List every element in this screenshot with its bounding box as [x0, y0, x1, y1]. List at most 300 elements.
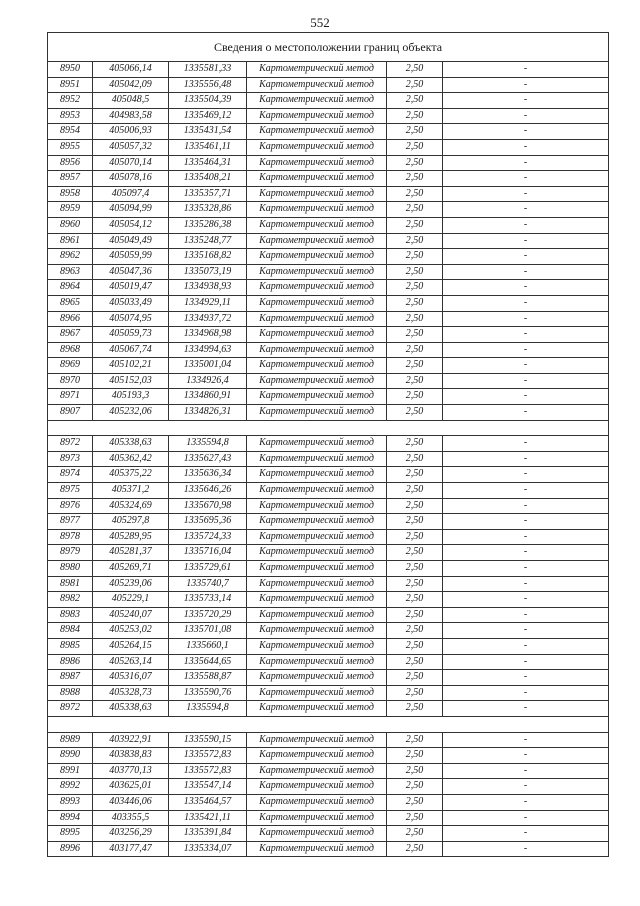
- point-number-cell: 8963: [48, 264, 93, 280]
- table-row: [48, 327, 609, 343]
- description-cell: -: [443, 810, 609, 826]
- accuracy-cell: 2,50: [387, 389, 443, 405]
- x-coordinate-cell: 405078,16: [93, 171, 169, 187]
- x-coordinate-cell: 405263,14: [93, 654, 169, 670]
- accuracy-cell: 2,50: [387, 171, 443, 187]
- y-coordinate-cell: 1334926,4: [169, 373, 247, 389]
- y-coordinate-cell: 1335469,12: [169, 108, 247, 124]
- accuracy-cell: 2,50: [387, 498, 443, 514]
- y-coordinate-cell: 1335590,15: [169, 732, 247, 748]
- x-coordinate-cell: 403625,01: [93, 779, 169, 795]
- table-row: [48, 483, 609, 499]
- y-coordinate-cell: 1334929,11: [169, 295, 247, 311]
- point-number-cell: 8972: [48, 436, 93, 452]
- description-cell: -: [443, 311, 609, 327]
- description-cell: -: [443, 451, 609, 467]
- method-cell: Картометрический метод: [247, 701, 387, 717]
- table-row: [48, 264, 609, 280]
- x-coordinate-cell: 405240,07: [93, 607, 169, 623]
- table-row: [48, 202, 609, 218]
- method-cell: Картометрический метод: [247, 576, 387, 592]
- point-number-cell: 8975: [48, 483, 93, 499]
- table-row: [48, 498, 609, 514]
- point-number-cell: 8953: [48, 108, 93, 124]
- table-row: [48, 358, 609, 374]
- group-separator-row: [48, 716, 609, 732]
- table-row: [48, 779, 609, 795]
- table-row: [48, 545, 609, 561]
- method-cell: Картометрический метод: [247, 264, 387, 280]
- point-number-cell: 8980: [48, 561, 93, 577]
- table-row: [48, 186, 609, 202]
- description-cell: -: [443, 280, 609, 296]
- y-coordinate-cell: 1335729,61: [169, 561, 247, 577]
- point-number-cell: 8957: [48, 171, 93, 187]
- y-coordinate-cell: 1335328,86: [169, 202, 247, 218]
- group-separator-row: [48, 420, 609, 436]
- method-cell: Картометрический метод: [247, 794, 387, 810]
- x-coordinate-cell: 405371,2: [93, 483, 169, 499]
- y-coordinate-cell: 1334826,31: [169, 405, 247, 421]
- y-coordinate-cell: 1335286,38: [169, 217, 247, 233]
- y-coordinate-cell: 1335644,65: [169, 654, 247, 670]
- table-row: [48, 93, 609, 109]
- y-coordinate-cell: 1335646,26: [169, 483, 247, 499]
- x-coordinate-cell: 405362,42: [93, 451, 169, 467]
- point-number-cell: 8993: [48, 794, 93, 810]
- y-coordinate-cell: 1335720,29: [169, 607, 247, 623]
- table-row: [48, 436, 609, 452]
- point-number-cell: 8967: [48, 327, 93, 343]
- y-coordinate-cell: 1334860,91: [169, 389, 247, 405]
- x-coordinate-cell: 404983,58: [93, 108, 169, 124]
- method-cell: Картометрический метод: [247, 139, 387, 155]
- point-number-cell: 8965: [48, 295, 93, 311]
- x-coordinate-cell: 405324,69: [93, 498, 169, 514]
- accuracy-cell: 2,50: [387, 217, 443, 233]
- description-cell: -: [443, 202, 609, 218]
- x-coordinate-cell: 405253,02: [93, 623, 169, 639]
- y-coordinate-cell: 1335464,31: [169, 155, 247, 171]
- x-coordinate-cell: 403838,83: [93, 748, 169, 764]
- table-row: [48, 763, 609, 779]
- point-number-cell: 8973: [48, 451, 93, 467]
- point-number-cell: 8950: [48, 62, 93, 78]
- point-number-cell: 8984: [48, 623, 93, 639]
- accuracy-cell: 2,50: [387, 763, 443, 779]
- y-coordinate-cell: 1335001,04: [169, 358, 247, 374]
- accuracy-cell: 2,50: [387, 155, 443, 171]
- point-number-cell: 8978: [48, 529, 93, 545]
- x-coordinate-cell: 405289,95: [93, 529, 169, 545]
- accuracy-cell: 2,50: [387, 654, 443, 670]
- description-cell: -: [443, 327, 609, 343]
- y-coordinate-cell: 1335248,77: [169, 233, 247, 249]
- method-cell: Картометрический метод: [247, 607, 387, 623]
- description-cell: -: [443, 592, 609, 608]
- accuracy-cell: 2,50: [387, 685, 443, 701]
- description-cell: -: [443, 701, 609, 717]
- table-row: [48, 311, 609, 327]
- accuracy-cell: 2,50: [387, 576, 443, 592]
- table-row: [48, 295, 609, 311]
- y-coordinate-cell: 1335556,48: [169, 77, 247, 93]
- x-coordinate-cell: 405059,99: [93, 249, 169, 265]
- table-row: [48, 171, 609, 187]
- table-row: [48, 654, 609, 670]
- table-row: [48, 249, 609, 265]
- accuracy-cell: 2,50: [387, 810, 443, 826]
- accuracy-cell: 2,50: [387, 295, 443, 311]
- group-separator-cell: [48, 420, 609, 436]
- method-cell: Картометрический метод: [247, 155, 387, 171]
- description-cell: -: [443, 467, 609, 483]
- method-cell: Картометрический метод: [247, 654, 387, 670]
- method-cell: Картометрический метод: [247, 451, 387, 467]
- table-row: [48, 841, 609, 857]
- table-row: [48, 732, 609, 748]
- x-coordinate-cell: 405229,1: [93, 592, 169, 608]
- page-number: 552: [310, 15, 330, 30]
- x-coordinate-cell: 403355,5: [93, 810, 169, 826]
- method-cell: Картометрический метод: [247, 436, 387, 452]
- x-coordinate-cell: 405193,3: [93, 389, 169, 405]
- method-cell: Картометрический метод: [247, 202, 387, 218]
- y-coordinate-cell: 1335594,8: [169, 701, 247, 717]
- point-number-cell: 8977: [48, 514, 93, 530]
- point-number-cell: 8992: [48, 779, 93, 795]
- table-title-row: [48, 33, 609, 62]
- accuracy-cell: 2,50: [387, 561, 443, 577]
- y-coordinate-cell: 1335594,8: [169, 436, 247, 452]
- y-coordinate-cell: 1335391,84: [169, 826, 247, 842]
- accuracy-cell: 2,50: [387, 93, 443, 109]
- description-cell: -: [443, 233, 609, 249]
- y-coordinate-cell: 1335461,11: [169, 139, 247, 155]
- description-cell: -: [443, 623, 609, 639]
- table-row: [48, 77, 609, 93]
- table-row: [48, 529, 609, 545]
- table-row: [48, 592, 609, 608]
- point-number-cell: 8979: [48, 545, 93, 561]
- method-cell: Картометрический метод: [247, 405, 387, 421]
- accuracy-cell: 2,50: [387, 467, 443, 483]
- point-number-cell: 8994: [48, 810, 93, 826]
- method-cell: Картометрический метод: [247, 217, 387, 233]
- method-cell: Картометрический метод: [247, 186, 387, 202]
- description-cell: -: [443, 217, 609, 233]
- point-number-cell: 8960: [48, 217, 93, 233]
- point-number-cell: 8958: [48, 186, 93, 202]
- table-row: [48, 607, 609, 623]
- description-cell: -: [443, 794, 609, 810]
- accuracy-cell: 2,50: [387, 841, 443, 857]
- y-coordinate-cell: 1335740,7: [169, 576, 247, 592]
- y-coordinate-cell: 1334968,98: [169, 327, 247, 343]
- description-cell: -: [443, 483, 609, 499]
- description-cell: -: [443, 638, 609, 654]
- method-cell: Картометрический метод: [247, 514, 387, 530]
- accuracy-cell: 2,50: [387, 748, 443, 764]
- description-cell: -: [443, 264, 609, 280]
- x-coordinate-cell: 405375,22: [93, 467, 169, 483]
- accuracy-cell: 2,50: [387, 264, 443, 280]
- point-number-cell: 8985: [48, 638, 93, 654]
- accuracy-cell: 2,50: [387, 233, 443, 249]
- point-number-cell: 8956: [48, 155, 93, 171]
- method-cell: Картометрический метод: [247, 327, 387, 343]
- table-row: [48, 405, 609, 421]
- accuracy-cell: 2,50: [387, 638, 443, 654]
- description-cell: -: [443, 373, 609, 389]
- accuracy-cell: 2,50: [387, 249, 443, 265]
- x-coordinate-cell: 405281,37: [93, 545, 169, 561]
- table-row: [48, 670, 609, 686]
- description-cell: -: [443, 732, 609, 748]
- description-cell: -: [443, 436, 609, 452]
- y-coordinate-cell: 1335168,82: [169, 249, 247, 265]
- description-cell: -: [443, 77, 609, 93]
- description-cell: -: [443, 607, 609, 623]
- table-row: [48, 576, 609, 592]
- table-row: [48, 467, 609, 483]
- method-cell: Картометрический метод: [247, 171, 387, 187]
- accuracy-cell: 2,50: [387, 514, 443, 530]
- method-cell: Картометрический метод: [247, 748, 387, 764]
- y-coordinate-cell: 1334994,63: [169, 342, 247, 358]
- x-coordinate-cell: 405152,03: [93, 373, 169, 389]
- accuracy-cell: 2,50: [387, 545, 443, 561]
- table-row: [48, 373, 609, 389]
- y-coordinate-cell: 1335421,11: [169, 810, 247, 826]
- accuracy-cell: 2,50: [387, 483, 443, 499]
- point-number-cell: 8988: [48, 685, 93, 701]
- method-cell: Картометрический метод: [247, 498, 387, 514]
- y-coordinate-cell: 1334938,93: [169, 280, 247, 296]
- table-row: [48, 280, 609, 296]
- point-number-cell: 8972: [48, 701, 93, 717]
- point-number-cell: 8982: [48, 592, 93, 608]
- accuracy-cell: 2,50: [387, 623, 443, 639]
- point-number-cell: 8990: [48, 748, 93, 764]
- x-coordinate-cell: 405264,15: [93, 638, 169, 654]
- y-coordinate-cell: 1335334,07: [169, 841, 247, 857]
- x-coordinate-cell: 403770,13: [93, 763, 169, 779]
- accuracy-cell: 2,50: [387, 405, 443, 421]
- description-cell: -: [443, 748, 609, 764]
- description-cell: -: [443, 342, 609, 358]
- x-coordinate-cell: 405232,06: [93, 405, 169, 421]
- x-coordinate-cell: 405049,49: [93, 233, 169, 249]
- method-cell: Картометрический метод: [247, 623, 387, 639]
- point-number-cell: 8969: [48, 358, 93, 374]
- coordinates-document: [47, 32, 608, 857]
- table-row: [48, 638, 609, 654]
- accuracy-cell: 2,50: [387, 607, 443, 623]
- y-coordinate-cell: 1335627,43: [169, 451, 247, 467]
- description-cell: -: [443, 62, 609, 78]
- x-coordinate-cell: 403446,06: [93, 794, 169, 810]
- y-coordinate-cell: 1335581,33: [169, 62, 247, 78]
- method-cell: Картометрический метод: [247, 841, 387, 857]
- y-coordinate-cell: 1335464,57: [169, 794, 247, 810]
- description-cell: -: [443, 186, 609, 202]
- y-coordinate-cell: 1335701,08: [169, 623, 247, 639]
- accuracy-cell: 2,50: [387, 670, 443, 686]
- point-number-cell: 8954: [48, 124, 93, 140]
- x-coordinate-cell: 405239,06: [93, 576, 169, 592]
- description-cell: -: [443, 763, 609, 779]
- method-cell: Картометрический метод: [247, 77, 387, 93]
- table-row: [48, 155, 609, 171]
- description-cell: -: [443, 108, 609, 124]
- description-cell: -: [443, 514, 609, 530]
- table-row: [48, 389, 609, 405]
- x-coordinate-cell: 405067,74: [93, 342, 169, 358]
- y-coordinate-cell: 1335724,33: [169, 529, 247, 545]
- method-cell: Картометрический метод: [247, 389, 387, 405]
- table-row: [48, 342, 609, 358]
- point-number-cell: 8986: [48, 654, 93, 670]
- table-row: [48, 124, 609, 140]
- y-coordinate-cell: 1335590,76: [169, 685, 247, 701]
- x-coordinate-cell: 405066,14: [93, 62, 169, 78]
- x-coordinate-cell: 405047,36: [93, 264, 169, 280]
- accuracy-cell: 2,50: [387, 373, 443, 389]
- accuracy-cell: 2,50: [387, 592, 443, 608]
- point-number-cell: 8976: [48, 498, 93, 514]
- method-cell: Картометрический метод: [247, 311, 387, 327]
- accuracy-cell: 2,50: [387, 311, 443, 327]
- table-row: [48, 748, 609, 764]
- accuracy-cell: 2,50: [387, 62, 443, 78]
- accuracy-cell: 2,50: [387, 202, 443, 218]
- method-cell: Картометрический метод: [247, 561, 387, 577]
- accuracy-cell: 2,50: [387, 124, 443, 140]
- accuracy-cell: 2,50: [387, 826, 443, 842]
- x-coordinate-cell: 405338,63: [93, 701, 169, 717]
- point-number-cell: 8966: [48, 311, 93, 327]
- y-coordinate-cell: 1335073,19: [169, 264, 247, 280]
- boundary-coordinates-table: [47, 32, 609, 857]
- y-coordinate-cell: 1335636,34: [169, 467, 247, 483]
- point-number-cell: 8974: [48, 467, 93, 483]
- x-coordinate-cell: 405033,49: [93, 295, 169, 311]
- method-cell: Картометрический метод: [247, 670, 387, 686]
- x-coordinate-cell: 405059,73: [93, 327, 169, 343]
- x-coordinate-cell: 405070,14: [93, 155, 169, 171]
- table-row: [48, 561, 609, 577]
- table-row: [48, 810, 609, 826]
- description-cell: -: [443, 529, 609, 545]
- description-cell: -: [443, 654, 609, 670]
- description-cell: -: [443, 841, 609, 857]
- accuracy-cell: 2,50: [387, 436, 443, 452]
- table-title: Сведения о местоположении границ объекта: [48, 33, 609, 62]
- point-number-cell: 8991: [48, 763, 93, 779]
- x-coordinate-cell: 405328,73: [93, 685, 169, 701]
- point-number-cell: 8964: [48, 280, 93, 296]
- x-coordinate-cell: 405269,71: [93, 561, 169, 577]
- method-cell: Картометрический метод: [247, 358, 387, 374]
- description-cell: -: [443, 139, 609, 155]
- description-cell: -: [443, 498, 609, 514]
- method-cell: Картометрический метод: [247, 483, 387, 499]
- y-coordinate-cell: 1335504,39: [169, 93, 247, 109]
- table-row: [48, 217, 609, 233]
- point-number-cell: 8962: [48, 249, 93, 265]
- description-cell: -: [443, 358, 609, 374]
- table-row: [48, 623, 609, 639]
- description-cell: -: [443, 249, 609, 265]
- method-cell: Картометрический метод: [247, 529, 387, 545]
- point-number-cell: 8959: [48, 202, 93, 218]
- x-coordinate-cell: 403177,47: [93, 841, 169, 857]
- accuracy-cell: 2,50: [387, 779, 443, 795]
- point-number-cell: 8981: [48, 576, 93, 592]
- x-coordinate-cell: 405054,12: [93, 217, 169, 233]
- method-cell: Картометрический метод: [247, 545, 387, 561]
- accuracy-cell: 2,50: [387, 108, 443, 124]
- description-cell: -: [443, 685, 609, 701]
- method-cell: Картометрический метод: [247, 249, 387, 265]
- y-coordinate-cell: 1335660,1: [169, 638, 247, 654]
- table-row: [48, 233, 609, 249]
- y-coordinate-cell: 1335716,04: [169, 545, 247, 561]
- method-cell: Картометрический метод: [247, 342, 387, 358]
- x-coordinate-cell: 403922,91: [93, 732, 169, 748]
- method-cell: Картометрический метод: [247, 93, 387, 109]
- description-cell: -: [443, 561, 609, 577]
- y-coordinate-cell: 1335733,14: [169, 592, 247, 608]
- table-row: [48, 794, 609, 810]
- point-number-cell: 8951: [48, 77, 93, 93]
- accuracy-cell: 2,50: [387, 77, 443, 93]
- method-cell: Картометрический метод: [247, 124, 387, 140]
- description-cell: -: [443, 389, 609, 405]
- x-coordinate-cell: 405097,4: [93, 186, 169, 202]
- method-cell: Картометрический метод: [247, 592, 387, 608]
- table-row: [48, 826, 609, 842]
- y-coordinate-cell: 1335357,71: [169, 186, 247, 202]
- method-cell: Картометрический метод: [247, 779, 387, 795]
- accuracy-cell: 2,50: [387, 139, 443, 155]
- description-cell: -: [443, 670, 609, 686]
- description-cell: -: [443, 779, 609, 795]
- accuracy-cell: 2,50: [387, 794, 443, 810]
- method-cell: Картометрический метод: [247, 685, 387, 701]
- x-coordinate-cell: 405074,95: [93, 311, 169, 327]
- table-row: [48, 62, 609, 78]
- x-coordinate-cell: 405048,5: [93, 93, 169, 109]
- table-row: [48, 514, 609, 530]
- method-cell: Картометрический метод: [247, 108, 387, 124]
- y-coordinate-cell: 1335670,98: [169, 498, 247, 514]
- y-coordinate-cell: 1335695,36: [169, 514, 247, 530]
- accuracy-cell: 2,50: [387, 701, 443, 717]
- method-cell: Картометрический метод: [247, 373, 387, 389]
- y-coordinate-cell: 1335572,83: [169, 763, 247, 779]
- accuracy-cell: 2,50: [387, 529, 443, 545]
- x-coordinate-cell: 405094,99: [93, 202, 169, 218]
- method-cell: Картометрический метод: [247, 295, 387, 311]
- y-coordinate-cell: 1335588,87: [169, 670, 247, 686]
- point-number-cell: 8968: [48, 342, 93, 358]
- method-cell: Картометрический метод: [247, 280, 387, 296]
- method-cell: Картометрический метод: [247, 467, 387, 483]
- x-coordinate-cell: 405297,8: [93, 514, 169, 530]
- accuracy-cell: 2,50: [387, 280, 443, 296]
